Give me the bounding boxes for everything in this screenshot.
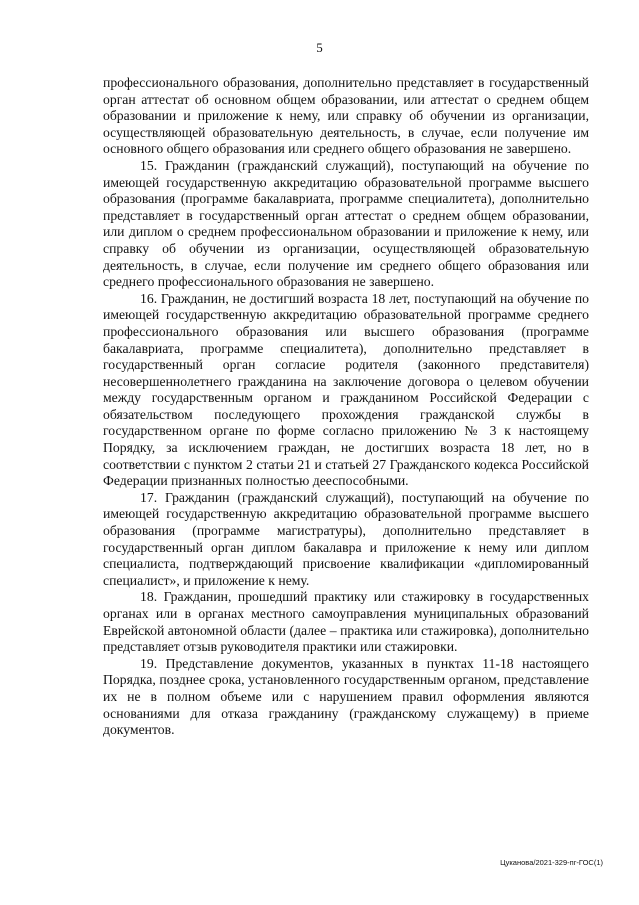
document-body xyxy=(103,75,589,739)
paragraph-16: 16. Гражданин, не достигший возраста 18 лет, поступающий на обучение по имеющей государственную аккредитацию образовательной программе среднего профессионального образования или высшего образования (программе бакалавриата, программе специалитета), дополнительно представляет в государственный орган согласие родителя (законного представителя) несовершеннолетнего гражданина на заключение договора о целевом обучении между государственным органом и гражданином Российской Федерации с обязательством последующего прохождения гражданской службы в государственном органе по форме согласно приложению № 3 к настоящему Порядку, за исключением граждан, не достигших возраста 18 лет, но в соответствии с пунктом 2 статьи 21 и статьей 27 Гражданского кодекса Российской Федерации признанных полностью дееспособными. xyxy=(103,290,589,489)
footer-reference: Цуканова/2021-329-пг-ГОС(1) xyxy=(500,858,603,867)
paragraph-continuation: профессионального образования, дополнительно представляет в государственный орган аттестат об основном общем образовании, или аттестат о среднем общем образовании и приложение к нему, или справку об обучении из организации, осуществляющей образовательную деятельность, в случае, если получение им основного общего образования или среднего общего образования не завершено. xyxy=(103,75,589,157)
paragraph-15: 15. Гражданин (гражданский служащий), поступающий на обучение по имеющей государственную аккредитацию образовательной программе высшего образования (программе бакалавриата, программе специалитета), дополнительно представляет в государственный орган аттестат о среднем общем образовании, или диплом о среднем профессиональном образовании и приложение к нему, или справку об обучении из организации, осуществляющей образовательную деятельность, в случае, если получение им среднего общего образования или среднего профессионального образования не завершено. xyxy=(103,157,589,290)
paragraph-19: 19. Представление документов, указанных в пунктах 11-18 настоящего Порядка, позднее срока, установленного государственным органом, представление их не в полном объеме или с нарушением правил оформления являются основаниями для отказа гражданину (гражданскому служащему) в приеме документов. xyxy=(103,655,589,738)
paragraph-18: 18. Гражданин, прошедший практику или стажировку в государственных органах или в органах местного самоуправления муниципальных образований Еврейской автономной области (далее – практика или стажировка), дополнительно представляет отзыв руководителя практики или стажировки. xyxy=(103,589,589,655)
paragraph-17: 17. Гражданин (гражданский служащий), поступающий на обучение по имеющей государственную аккредитацию образовательной программе высшего образования (программе магистратуры), дополнительно представляет в государственный орган диплом бакалавра и приложение к нему или диплом специалиста, подтверждающий присвоение квалификации «дипломированный специалист», и приложение к нему. xyxy=(103,489,589,588)
page-number: 5 xyxy=(316,40,323,55)
